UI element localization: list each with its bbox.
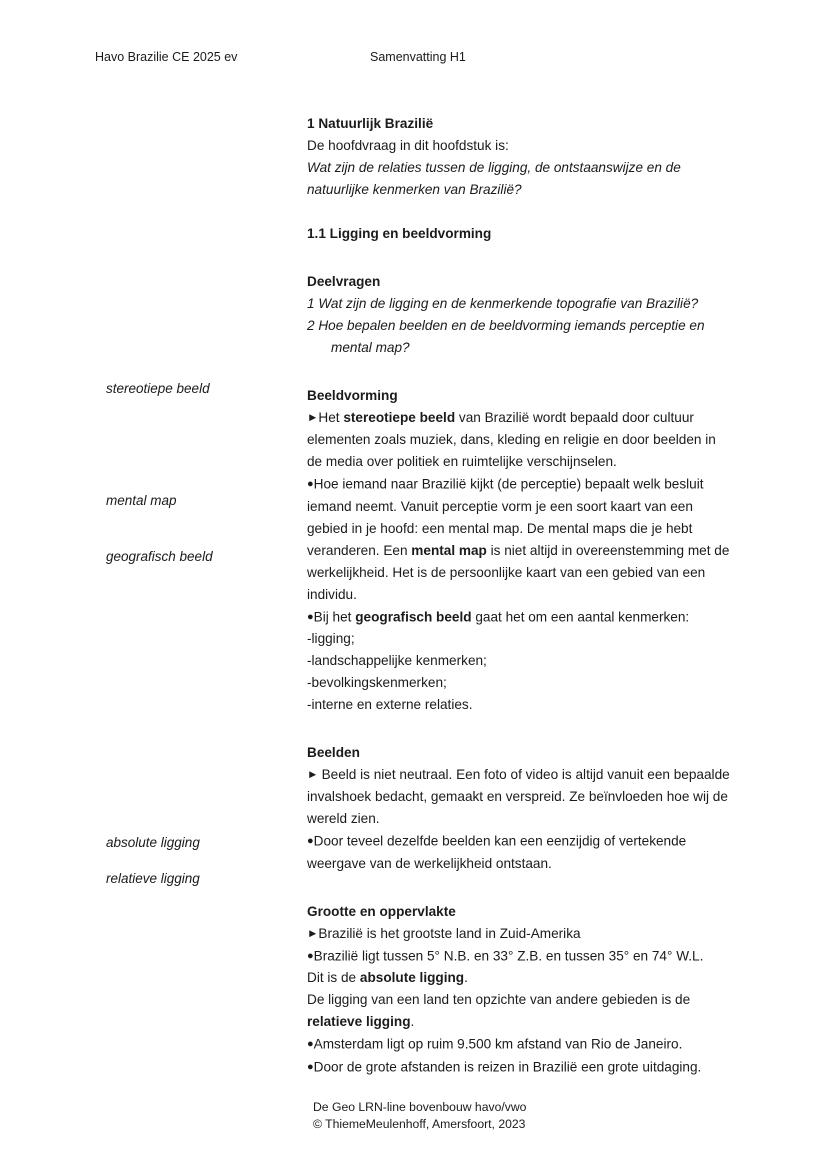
spacer — [307, 201, 731, 223]
round-bullet-icon: ● — [307, 949, 314, 962]
footer-line-1: De Geo LRN-line bovenbouw havo/vwo — [313, 1100, 527, 1114]
running-head-left: Havo Brazilie CE 2025 ev — [95, 50, 238, 64]
deelvraag-2-continuation: mental map? — [331, 340, 410, 355]
beelden-bullet-2-text: Door teveel dezelfde beelden kan een eenzijdig of vertekende weergave van de werkelijkheid ontstaan. — [307, 833, 687, 871]
kenmerk-item: -bevolkingskenmerken; — [307, 675, 447, 690]
absolute-ligging-term: absolute ligging — [359, 970, 465, 985]
chapter-title: 1 Natuurlijk Brazilië — [307, 116, 434, 131]
absolute-ligging-pre: Dit is de — [307, 970, 360, 985]
kenmerk-item: -landschappelijke kenmerken; — [307, 653, 487, 668]
chapter-intro-lead: De hoofdvraag in dit hoofdstuk is: — [307, 138, 509, 153]
deelvraag-1: 1 Wat zijn de ligging en de kenmerkende topografie van Brazilië? — [307, 296, 699, 311]
relatieve-ligging-term: relatieve ligging — [307, 1014, 411, 1029]
round-bullet-icon: ● — [307, 478, 314, 490]
bullet-2-post: is niet altijd in overeenstemming met de werkelijkheid. Het is de persoonlijke kaart van een gebied van een individu. — [307, 542, 730, 602]
grootte-bullet-2 — [307, 945, 731, 968]
spacer — [307, 245, 731, 271]
grootte-heading: Grootte en oppervlakte — [307, 903, 456, 919]
main-question-line-1: Wat zijn de relaties tussen de ligging, de ontstaanswijze en de — [307, 160, 681, 175]
margin-keyword-geografisch-beeld: geografisch beeld — [106, 549, 213, 564]
bullet-2-pre: Hoe iemand naar Brazilië kijkt (de perceptie) bepaalt welk besluit iemand neemt. Vanuit perceptie vorm je een soort kaart van een gebied in je hoofd: een mental map. De mental maps die je hebt veranderen. Een — [307, 476, 704, 558]
running-head-right: Samenvatting H1 — [370, 50, 466, 64]
deelvraag-2: 2 Hoe bepalen beelden en de beeldvorming iemands perceptie en — [307, 318, 705, 333]
beelden-heading: Beelden — [307, 745, 360, 760]
bullet-3-bold-term: geografisch beeld — [355, 609, 472, 624]
main-question-line-2: natuurlijke kenmerken van Brazilië? — [307, 182, 522, 197]
absolute-ligging-post: . — [464, 970, 468, 985]
kenmerk-item: -ligging; — [307, 631, 355, 646]
spacer — [307, 875, 731, 901]
beeldvorming-heading: Beeldvorming — [307, 388, 398, 403]
margin-keyword-relatieve-ligging: relatieve ligging — [106, 871, 200, 886]
relatieve-ligging-pre: De ligging van een land ten opzichte van andere gebieden is de — [307, 992, 691, 1007]
grootte-bullet-1 — [307, 923, 731, 945]
grootte-bullet-1-text: Brazilië is het grootste land in Zuid-Amerika — [318, 925, 581, 941]
beelden-bullet-1 — [307, 764, 731, 830]
bullet-1-post: van Brazilië wordt bepaald door cultuur elementen zoals muziek, dans, kleding en religie en door beelden in de media over politiek en ruimtelijke verschijnselen. — [307, 410, 716, 469]
bullet-3-post: gaat het om een aantal kenmerken: — [471, 609, 690, 624]
round-bullet-icon: ● — [307, 610, 314, 623]
spacer — [307, 716, 731, 742]
bullet-3-pre: Bij het — [313, 609, 356, 624]
relatieve-ligging-line — [307, 989, 731, 1033]
round-bullet-icon: ● — [307, 1038, 314, 1050]
grootte-bullet-2-text: Brazilië ligt tussen 5° N.B. en 33° Z.B. en tussen 35° en 74° W.L. — [313, 948, 704, 963]
absolute-ligging-line — [307, 967, 731, 989]
beeldvorming-bullet-2 — [307, 473, 731, 606]
running-head — [95, 48, 733, 66]
beelden-bullet-2 — [307, 830, 731, 875]
spacer — [307, 359, 731, 385]
page-footer — [313, 1099, 526, 1133]
grootte-bullet-3 — [307, 1033, 731, 1056]
grootte-bullet-4 — [307, 1056, 731, 1079]
round-bullet-icon: ● — [307, 1060, 314, 1073]
deelvragen-heading: Deelvragen — [307, 274, 381, 289]
margin-keyword-absolute-ligging: absolute ligging — [106, 835, 200, 850]
triangle-bullet-icon: ► — [307, 927, 319, 940]
footer-line-2: © ThiemeMeulenhoff, Amersfoort, 2023 — [313, 1117, 526, 1131]
section-heading-1-1: 1.1 Ligging en beeldvorming — [307, 226, 492, 241]
margin-keyword-mental-map: mental map — [106, 493, 177, 508]
round-bullet-icon: ● — [307, 835, 314, 847]
main-text-column — [307, 113, 731, 1078]
margin-keyword-stereotiepe-beeld: stereotiepe beeld — [106, 381, 210, 396]
kenmerk-item: -interne en externe relaties. — [307, 697, 473, 712]
relatieve-ligging-post: . — [410, 1014, 415, 1029]
bullet-2-bold-term: mental map — [411, 542, 487, 558]
triangle-bullet-icon: ► — [307, 412, 319, 424]
bullet-1-pre: Het — [318, 410, 344, 425]
grootte-bullet-4-text: Door de grote afstanden is reizen in Brazilië een grote uitdaging. — [313, 1059, 702, 1074]
beeldvorming-bullet-1 — [307, 407, 731, 473]
grootte-bullet-3-text: Amsterdam ligt op ruim 9.500 km afstand van Rio de Janeiro. — [313, 1036, 683, 1052]
beeldvorming-bullet-3 — [307, 606, 731, 629]
bullet-1-bold-term: stereotiepe beeld — [343, 410, 456, 425]
beelden-bullet-1-text: Beeld is niet neutraal. Een foto of video is altijd vanuit een bepaalde invalshoek bedacht, gemaakt en verspreid. Ze beïnvloeden hoe wij de wereld zien. — [307, 767, 730, 826]
triangle-bullet-icon: ► — [307, 769, 319, 781]
